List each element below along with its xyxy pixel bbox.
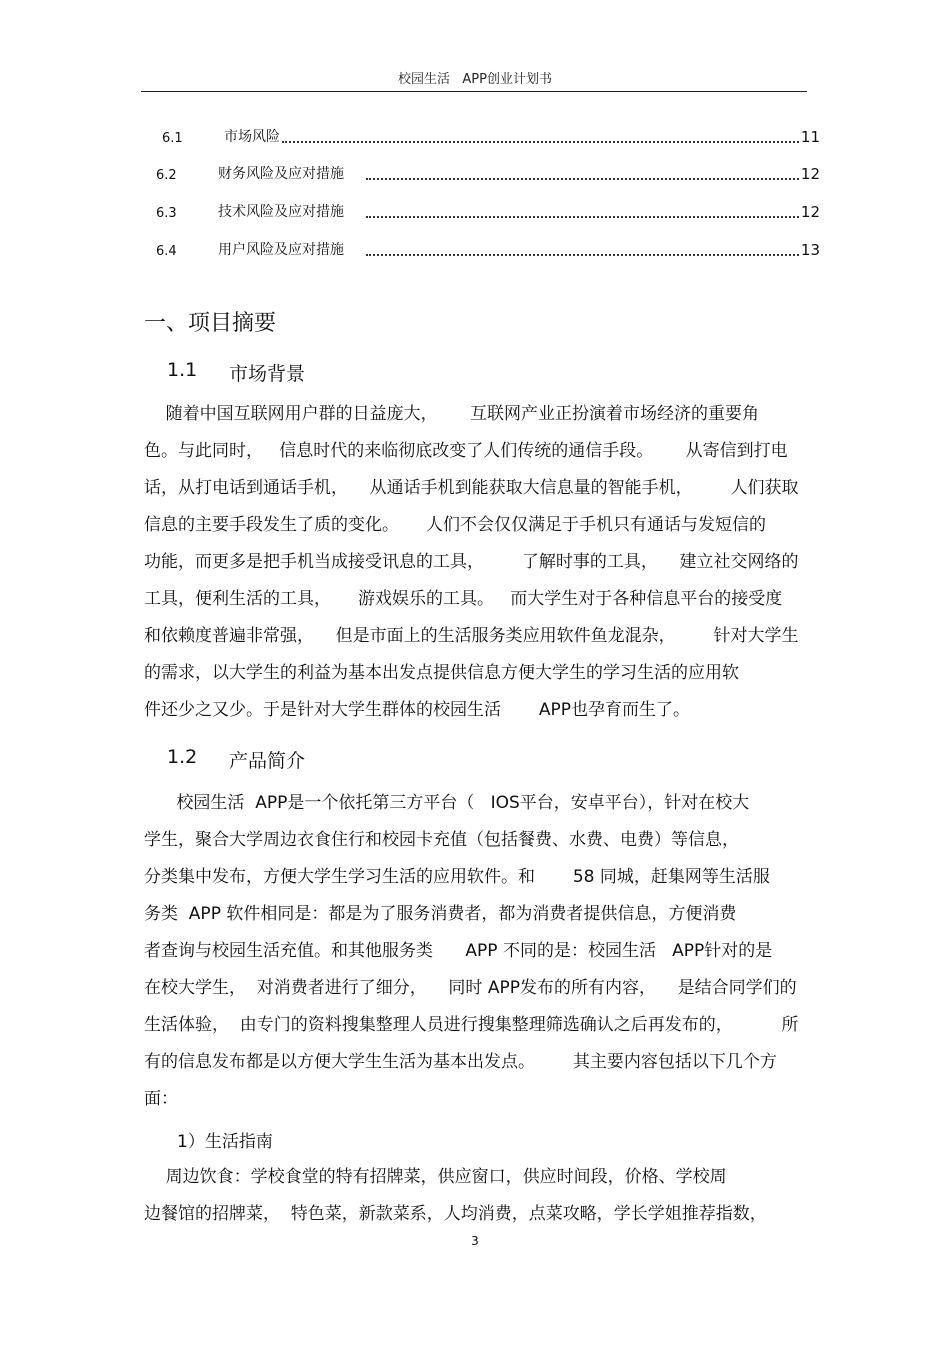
section-heading: 一、项目摘要 <box>144 311 277 336</box>
toc-leader-dots <box>366 172 799 180</box>
subsection-number: 1.1 <box>167 359 198 381</box>
running-header: 校园生活 APP创业计划书 <box>398 72 552 87</box>
paragraph-line: 信息的主要手段发生了质的变化。 人们不会仅仅满足于手机只有通话与发短信的 <box>144 515 767 535</box>
paragraph-line: 话，从打电话到通话手机， 从通话手机到能获取大信息量的智能手机， 人们获取 <box>144 478 799 498</box>
toc-page-number: 11 <box>800 128 820 146</box>
paragraph-line: 面： <box>144 1089 178 1109</box>
toc-leader-dots <box>366 210 799 218</box>
paragraph-line: 边餐馆的招牌菜， 特色菜，新款菜系，人均消费，点菜攻略，学长学姐推荐指数， <box>144 1204 767 1224</box>
paragraph-line: 工具，便利生活的工具， 游戏娱乐的工具。 而大学生对于各种信息平台的接受度 <box>144 589 783 609</box>
paragraph-line: 和依赖度普遍非常强， 但是市面上的生活服务类应用软件鱼龙混杂， 针对大学生 <box>144 626 799 646</box>
life-guide-paragraph <box>144 1159 806 1233</box>
paragraph-line: 校园生活 APP是一个依托第三方平台（ IOS平台，安卓平台），针对在校大 <box>144 793 750 813</box>
paragraph-line: 周边饮食：学校食堂的特有招牌菜，供应窗口，供应时间段，价格、学校周 <box>144 1167 727 1187</box>
toc-page-number: 12 <box>800 203 820 221</box>
page-number: 3 <box>471 1234 479 1248</box>
paragraph-line: 分类集中发布，方便大学生学习生活的应用软件。和 58 同城，赶集网等生活服 <box>144 867 770 887</box>
toc-label: 财务风险及应对措施 <box>218 166 344 182</box>
subsection-heading-product <box>167 746 305 773</box>
toc-entry-6-1[interactable] <box>150 124 820 146</box>
toc-entry-6-4[interactable] <box>150 237 820 259</box>
toc-leader-dots <box>366 248 799 256</box>
paragraph-line: 者查询与校园生活充值。和其他服务类 APP 不同的是：校园生活 APP针对的是 <box>144 941 773 961</box>
paragraph-line: 有的信息发布都是以方便大学生生活为基本出发点。 其主要内容包括以下几个方 <box>144 1052 777 1072</box>
paragraph-line: 件还少之又少。于是针对大学生群体的校园生活 APP也孕育而生了。 <box>144 700 690 720</box>
subsection-heading-market <box>167 359 305 386</box>
paragraph-line: 功能，而更多是把手机当成接受讯息的工具， 了解时事的工具， 建立社交网络的 <box>144 552 799 572</box>
header-rule <box>141 91 807 92</box>
paragraph-line: 在校大学生， 对消费者进行了细分， 同时 APP发布的所有内容， 是结合同学们的 <box>144 978 797 998</box>
paragraph-line: 务类 APP 软件相同是：都是为了服务消费者，都为消费者提供信息，方便消费 <box>144 904 737 924</box>
paragraph-line: 随着中国互联网用户群的日益庞大， 互联网产业正扮演着市场经济的重要角 <box>144 404 760 424</box>
toc-label: 技术风险及应对措施 <box>218 204 344 220</box>
toc-number: 6.3 <box>156 206 177 221</box>
subsection-title: 产品简介 <box>229 750 306 772</box>
toc-label: 市场风险 <box>224 129 280 145</box>
toc-page-number: 13 <box>800 241 820 259</box>
toc-number: 6.1 <box>162 131 183 146</box>
toc-number: 6.2 <box>156 168 177 183</box>
toc-entry-6-2[interactable] <box>150 161 820 183</box>
toc-entry-6-3[interactable] <box>150 199 820 221</box>
market-background-paragraph <box>144 396 806 729</box>
list-heading-life-guide: 1）生活指南 <box>177 1132 273 1152</box>
paragraph-line: 生活体验， 由专门的资料搜集整理人员进行搜集整理筛选确认之后再发布的， 所 <box>144 1015 799 1035</box>
product-intro-paragraph <box>144 785 806 1118</box>
subsection-title: 市场背景 <box>229 363 306 385</box>
paragraph-line: 学生，聚合大学周边衣食住行和校园卡充值（包括餐费、水费、电费）等信息， <box>144 830 739 850</box>
toc-number: 6.4 <box>156 244 177 259</box>
toc-page-number: 12 <box>800 165 820 183</box>
toc-label: 用户风险及应对措施 <box>218 242 344 258</box>
paragraph-line: 色。与此同时， 信息时代的来临彻底改变了人们传统的通信手段。 从寄信到打电 <box>144 441 788 461</box>
toc-leader-dots <box>282 135 799 143</box>
subsection-number: 1.2 <box>167 746 198 768</box>
paragraph-line: 的需求，以大学生的利益为基本出发点提供信息方便大学生的学习生活的应用软 <box>144 663 739 683</box>
